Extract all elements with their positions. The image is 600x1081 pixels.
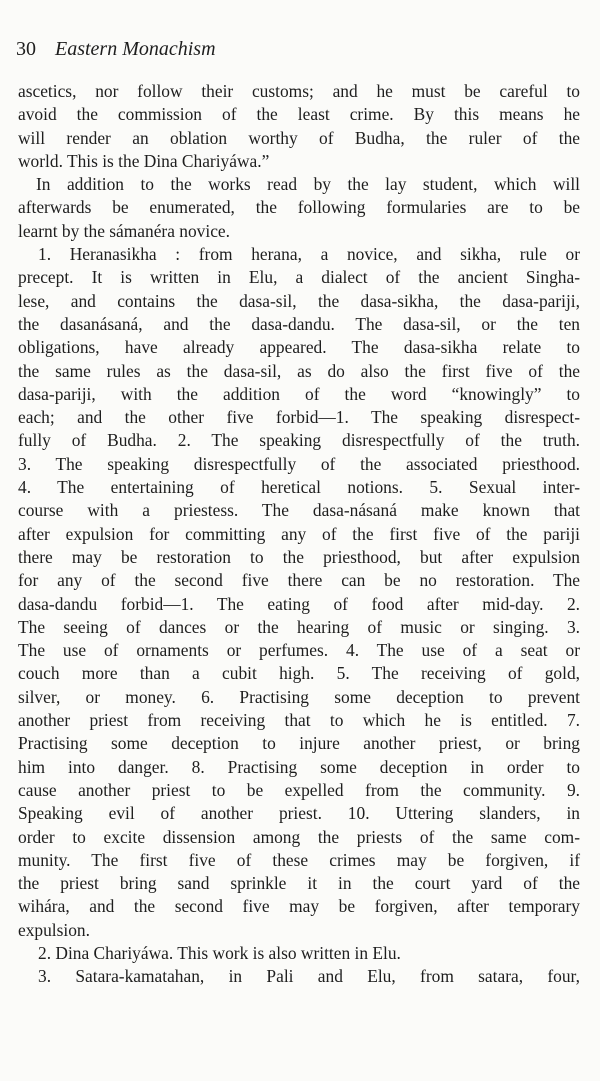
text-line: dasa-dandu forbid—1. The eating of food after mid-day. 2.: [18, 593, 580, 614]
text-line: afterwards be enumerated, the following formularies are to be: [18, 197, 580, 218]
text-line: for any of the second five there can be no restoration. The: [18, 570, 580, 591]
text-line: there may be restoration to the priesthood, but after expulsion: [18, 546, 580, 567]
text-line: the dasanásaná, and the dasa-dandu. The dasa-sil, or the ten: [18, 313, 580, 334]
text-line: avoid the commission of the least crime. By this means he: [18, 104, 580, 125]
text-line: order to excite dissension among the priests of the same com-: [18, 826, 580, 847]
text-line: learnt by the sámanéra novice.: [18, 220, 230, 241]
text-line: 3. The speaking disrespectfully of the associated priesthood.: [18, 453, 580, 474]
text-line: wihára, and the second five may be forgiven, after temporary: [18, 896, 580, 917]
text-line: lese, and contains the dasa-sil, the dasa-sikha, the dasa-pariji,: [18, 290, 580, 311]
text-line: precept. It is written in Elu, a dialect of the ancient Singha-: [18, 267, 580, 288]
text-line: after expulsion for committing any of the first five of the pariji: [18, 523, 580, 544]
text-line: 1. Heranasikha : from herana, a novice, and sikha, rule or: [38, 244, 580, 265]
text-line: In addition to the works read by the lay student, which will: [36, 174, 580, 195]
text-line: course with a priestess. The dasa-násaná make known that: [18, 500, 580, 521]
text-line: 4. The entertaining of heretical notions. 5. Sexual inter-: [18, 477, 580, 498]
text-line: expulsion.: [18, 919, 90, 940]
text-line: Speaking evil of another priest. 10. Uttering slanders, in: [18, 803, 580, 824]
text-line: 2. Dina Chariyáwa. This work is also written in Elu.: [38, 942, 401, 963]
text-line: each; and the other five forbid—1. The speaking disrespect-: [18, 407, 580, 428]
text-line: world. This is the Dina Chariyáwa.”: [18, 150, 270, 171]
text-line: silver, or money. 6. Practising some deception to prevent: [18, 686, 580, 707]
text-line: the same rules as the dasa-sil, as do also the first five of the: [18, 360, 580, 381]
text-line: fully of Budha. 2. The speaking disrespectfully of the truth.: [18, 430, 580, 451]
body-text: [18, 80, 580, 989]
page-number: 30: [16, 38, 36, 60]
text-line: cause another priest to be expelled from the community. 9.: [18, 779, 580, 800]
text-line: The seeing of dances or the hearing of music or singing. 3.: [18, 616, 580, 637]
text-line: 3. Satara-kamatahan, in Pali and Elu, from satara, four,: [38, 966, 580, 987]
page-header: [16, 38, 216, 61]
text-line: obligations, have already appeared. The dasa-sikha relate to: [18, 337, 580, 358]
text-line: him into danger. 8. Practising some deception in order to: [18, 756, 580, 777]
text-line: munity. The first five of these crimes may be forgiven, if: [18, 849, 580, 870]
text-line: will render an oblation worthy of Budha, the ruler of the: [18, 127, 580, 148]
text-line: another priest from receiving that to which he is entitled. 7.: [18, 710, 580, 731]
text-line: The use of ornaments or perfumes. 4. The use of a seat or: [18, 640, 580, 661]
text-line: ascetics, nor follow their customs; and he must be careful to: [18, 81, 580, 101]
running-title: Eastern Monachism: [55, 38, 216, 60]
text-line: dasa-pariji, with the addition of the word “knowingly” to: [18, 383, 580, 404]
text-line: couch more than a cubit high. 5. The receiving of gold,: [18, 663, 580, 684]
text-line: the priest bring sand sprinkle it in the court yard of the: [18, 873, 580, 894]
text-line: Practising some deception to injure another priest, or bring: [18, 733, 580, 754]
